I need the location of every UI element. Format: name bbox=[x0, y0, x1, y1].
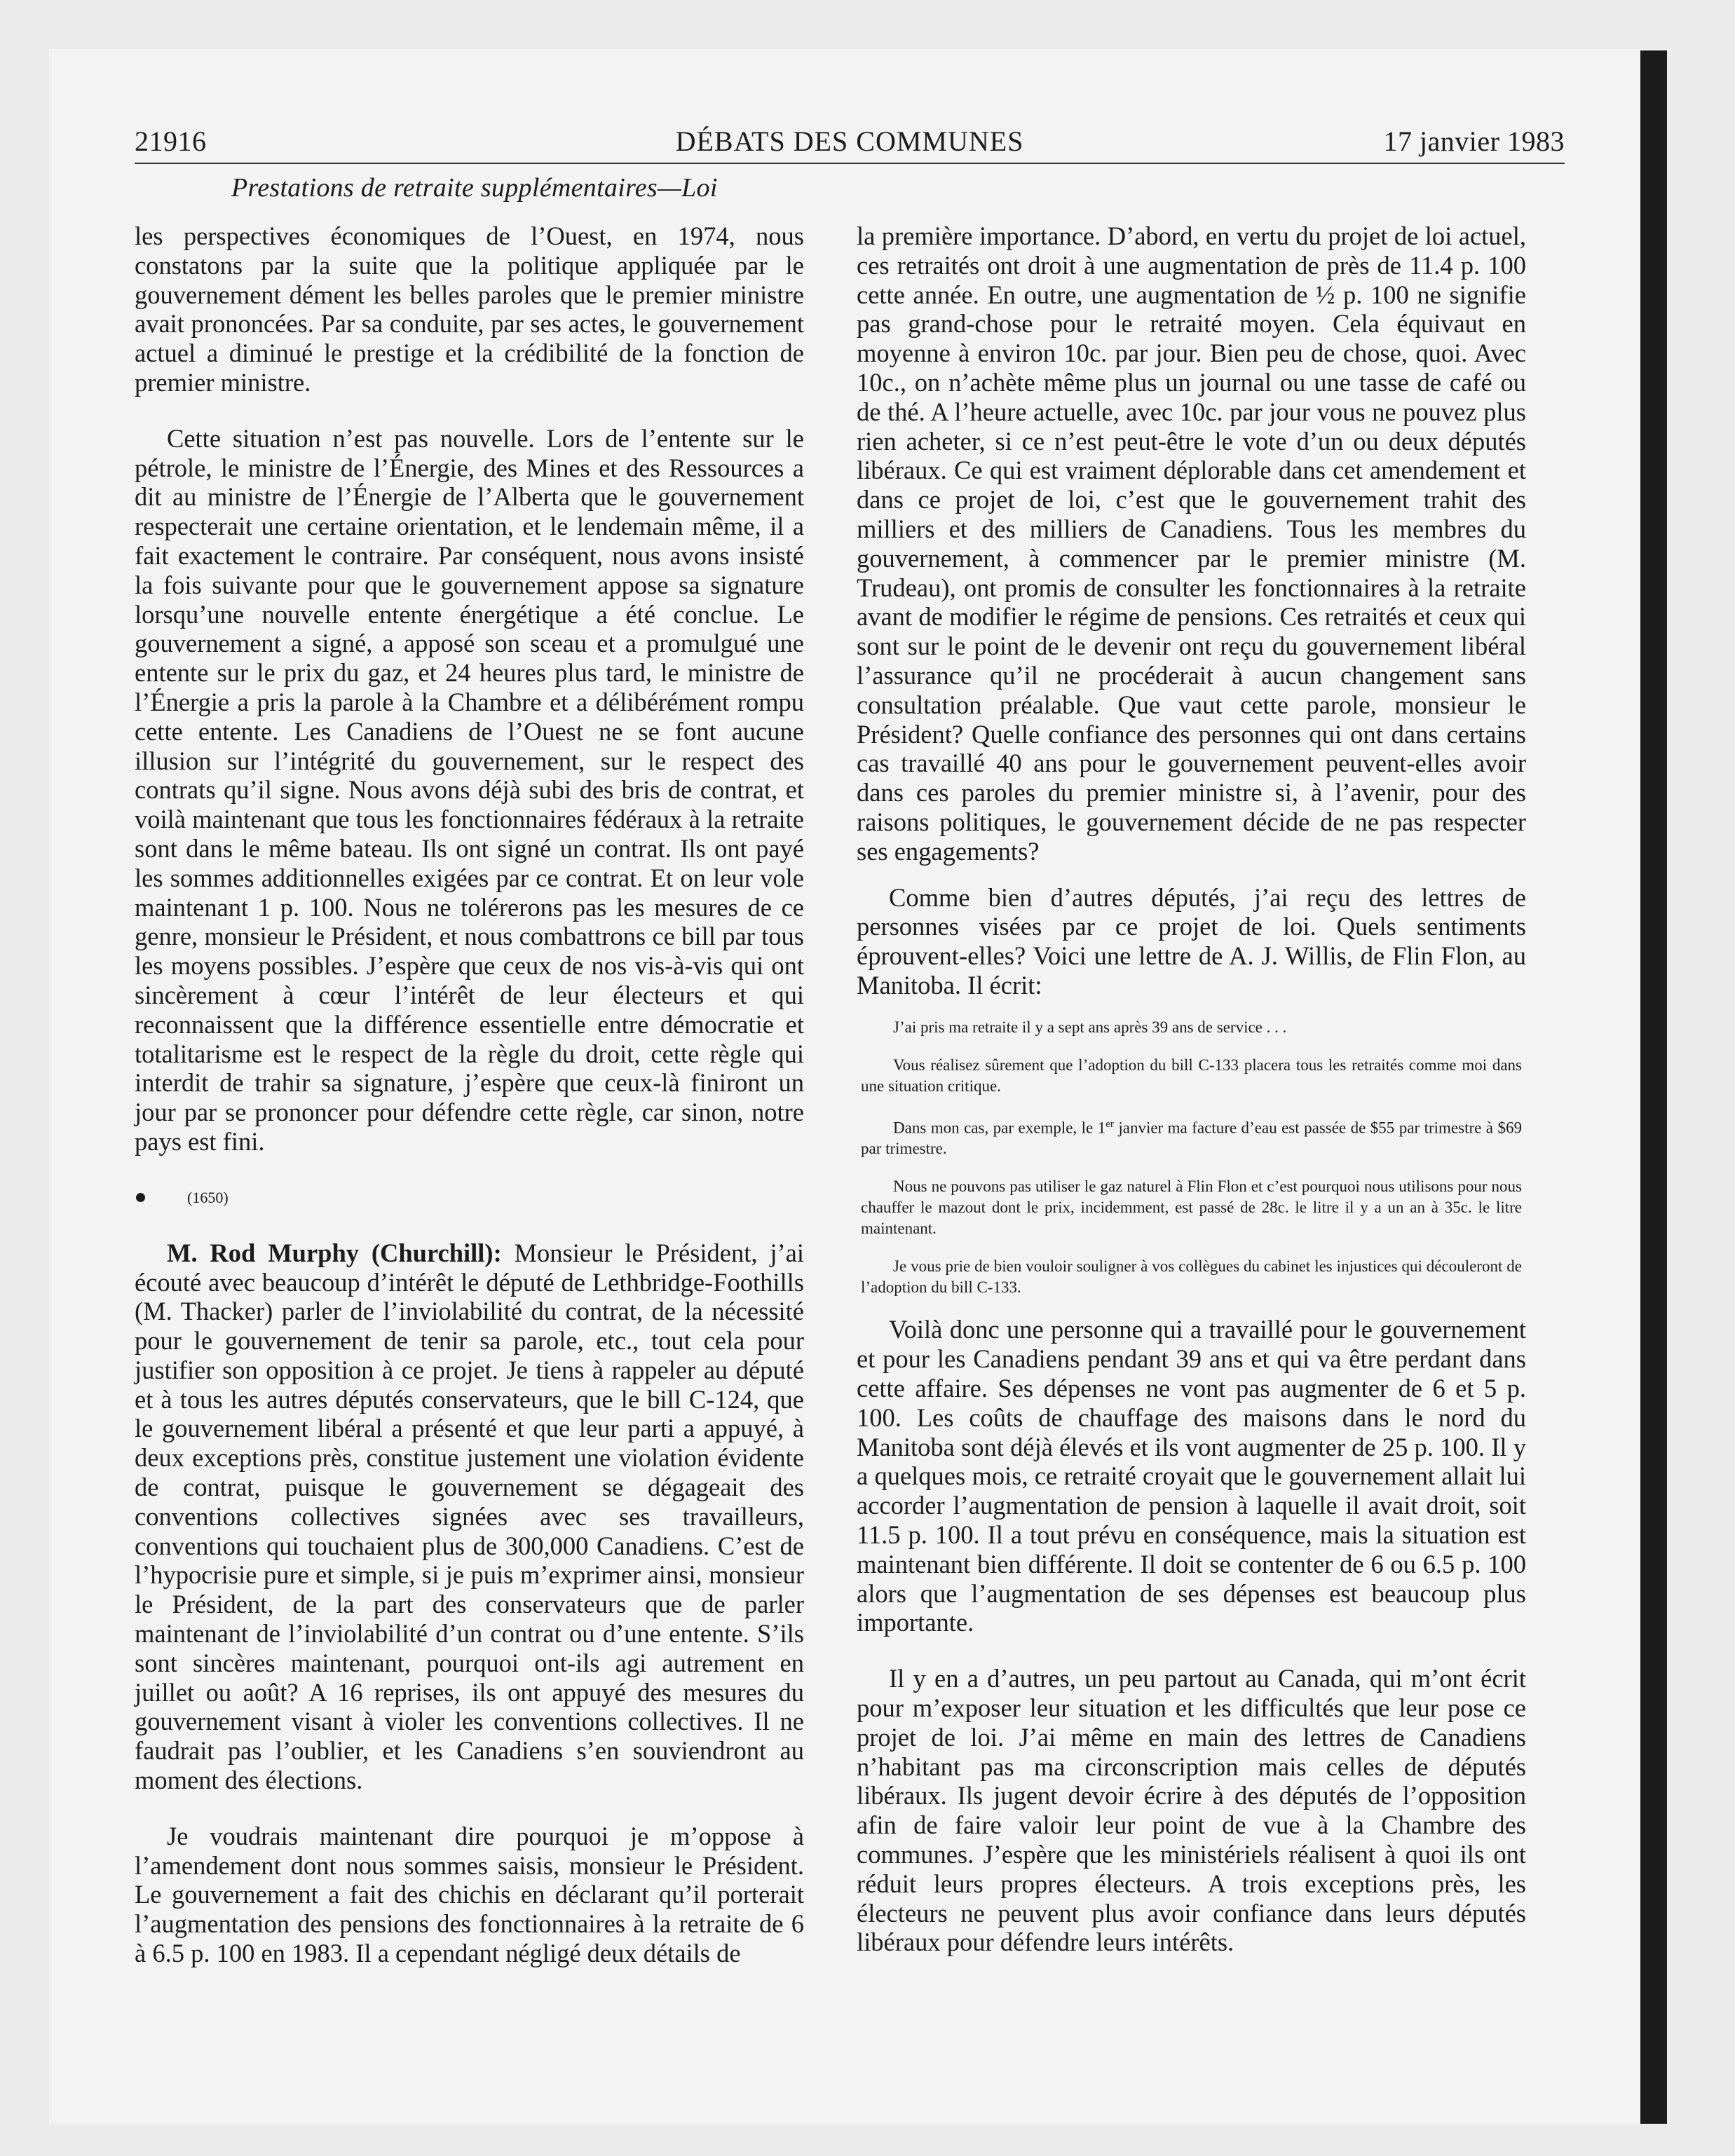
paragraph: Il y en a d’autres, un peu partout au Canada, qui m’ont écrit pour m’exposer leur situation et les difficultés que leur pose ce projet de loi. J’ai même en main des lettres de Canadiens n’habitant pas ma circonscription mais celles de députés libéraux. Ils jugent devoir écrire à des députés de l’opposition afin de faire valoir leur point de vue à la Chambre des communes. J’espère que les ministériels réalisent à quoi ils ont réduit leurs propres électeurs. A trois exceptions près, les électeurs ne peuvent plus avoir confiance dans leurs députés libéraux pour défendre leurs intérêts. bbox=[857, 1664, 1526, 1957]
paragraph: les perspectives économiques de l’Ouest, en 1974, nous constatons par la suite que la politique appliquée par le gouvernement dément les belles paroles que le premier ministre avait prononcées. Par sa conduite, par ses actes, le gouvernement actuel a diminué le prestige et la crédibilité de la fonction de premier ministre. bbox=[135, 221, 804, 397]
letter-quote bbox=[857, 1114, 1526, 1160]
time-marker bbox=[135, 1183, 804, 1212]
speaker-name: M. Rod Murphy (Churchill): bbox=[167, 1238, 502, 1267]
letter-quote: Vous réalisez sûrement que l’adoption du bill C-133 placera tous les retraités comme moi dans une situation critique. bbox=[861, 1056, 1522, 1095]
letter-quote: Je vous prie de bien vouloir souligner à vos collègues du cabinet les injustices qui découleront de l’adoption du bill C-133. bbox=[861, 1257, 1522, 1297]
bullet-icon bbox=[136, 1193, 145, 1202]
letter-quote: Nous ne pouvons pas utiliser le gaz naturel à Flin Flon et c’est pourquoi nous utilisons pour nous chauffer le mazout dont le prix, incidemment, est passé de 28c. le litre il y a un an à 35c. le litre maintenant. bbox=[861, 1178, 1522, 1238]
subject-heading: Prestations de retraite supplémentaires—Loi bbox=[231, 173, 718, 203]
paragraph: la première importance. D’abord, en vertu du projet de loi actuel, ces retraités ont droit à une augmentation de près de 11.4 p. 100 cette année. En outre, une augmentation de ½ p. 100 ne signifie pas grand-chose pour le retraité moyen. Cela équivaut en moyenne à environ 10c. par jour. Bien peu de chose, quoi. Avec 10c., on n’achète même plus un journal ou une tasse de café ou de thé. A l’heure actuelle, avec 10c. par jour vous ne pouvez plus rien acheter, si ce n’est peut-être le vote d’un ou deux députés libéraux. Ce qui est vraiment déplorable dans cet amendement et dans ce projet de loi, c’est que le gouvernement trahit des milliers et des milliers de Canadiens. Tous les membres du gouvernement, à commencer par le premier ministre (M. Trudeau), ont promis de consulter les fonctionnaires à la retraite avant de modifier le régime de pensions. Ces retraités et ceux qui sont sur le point de le devenir ont reçu du gouvernement libéral l’assurance qu’il ne procéderait à aucun changement sans consultation préalable. Que vaut cette parole, monsieur le Président? Quelle confiance des personnes qui ont dans certains cas travaillé 40 ans pour le gouvernement peuvent-elles avoir dans ces paroles du premier ministre si, à l’avenir, pour des raisons politiques, le gouvernement décide de ne pas respecter ses engagements? bbox=[857, 221, 1526, 866]
left-column bbox=[135, 221, 804, 1968]
paragraph: Je voudrais maintenant dire pourquoi je m’oppose à l’amendement dont nous sommes saisis, monsieur le Président. Le gouvernement a fait des chichis en déclarant qu’il porterait l’augmentation des pensions des fonctionnaires à la retraite de 6 à 6.5 p. 100 en 1983. Il a cependant négligé deux détails de bbox=[135, 1821, 804, 1968]
paragraph: Voilà donc une personne qui a travaillé pour le gouvernement et pour les Canadiens pendant 39 ans et qui va être perdant dans cette affaire. Ses dépenses ne vont pas augmenter de 6 et 5 p. 100. Les coûts de chauffage des maisons dans le nord du Manitoba sont déjà élevés et ils vont augmenter de 25 p. 100. Il y a quelques mois, ce retraité croyait que le gouvernement allait lui accorder l’augmentation de pension à laquelle il avait droit, soit 11.5 p. 100. Il a tout prévu en conséquence, mais la situation est maintenant bien différente. Il doit se contenter de 6 ou 6.5 p. 100 alors que l’augmentation de ses dépenses est beaucoup plus importante. bbox=[857, 1315, 1526, 1637]
paragraph: Cette situation n’est pas nouvelle. Lors de l’entente sur le pétrole, le ministre de l’Énergie, des Mines et des Ressources a dit au ministre de l’Énergie de l’Alberta que le gouvernement respecterait une certaine orientation, et le lendemain même, il a fait exactement le contraire. Par conséquent, nous avons insisté la fois suivante pour que le gouvernement appose sa signature lorsqu’une nouvelle entente énergétique a été conclue. Le gouvernement a signé, a apposé son sceau et a promulgué une entente sur le prix du gaz, et 24 heures plus tard, le ministre de l’Énergie a pris la parole à la Chambre et a délibérément rompu cette entente. Les Canadiens de l’Ouest ne se font aucune illusion sur l’intégrité du gouvernement, sur le respect des contrats qu’il signe. Nous avons déjà subi des bris de contrat, et voilà maintenant que tous les fonctionnaires fédéraux à la retraite sont dans le même bateau. Ils ont signé un contrat. Ils ont payé les sommes additionnelles exigées par ce contrat. Et on leur vole maintenant 1 p. 100. Nous ne tolérerons pas les mesures de ce genre, monsieur le Président, et nous combattrons ce bill par tous les moyens possibles. J’espère que ceux de nos vis-à-vis qui ont sincèrement à cœur l’intérêt de leur électeurs et qui reconnaissent que la différence essentielle entre démocratie et totalitarisme est le respect de la règle du droit, cette règle qui interdit de trahir sa signature, j’espère que ceux-là finiront un jour par se prononcer pour défendre cette règle, car sinon, notre pays est fini. bbox=[135, 423, 804, 1156]
page-header bbox=[135, 121, 1565, 163]
ordinal-suffix: er bbox=[1105, 1118, 1114, 1130]
header-rule bbox=[135, 163, 1565, 164]
quote-text: Dans mon cas, par exemple, le 1 bbox=[893, 1119, 1106, 1137]
letter-quote: J’ai pris ma retraite il y a sept ans après 39 ans de service . . . bbox=[893, 1018, 1287, 1036]
speech-paragraph bbox=[135, 1239, 804, 1795]
scan-edge-shadow bbox=[1640, 50, 1667, 2124]
publication-title: DÉBATS DES COMMUNES bbox=[675, 125, 1024, 157]
right-column bbox=[857, 221, 1526, 1957]
page-number: 21916 bbox=[135, 125, 207, 157]
paragraph: Comme bien d’autres députés, j’ai reçu des lettres de personnes visées par ce projet de loi. Quels sentiments éprouvent-elles? Voici une lettre de A. J. Willis, de Flin Flon, au Manitoba. Il écrit: bbox=[857, 882, 1526, 999]
time-marker-label: (1650) bbox=[187, 1188, 229, 1206]
issue-date: 17 janvier 1983 bbox=[1383, 125, 1565, 157]
speech-text: Monsieur le Président, j’ai écouté avec beaucoup d’intérêt le député de Lethbridge-Foothills (M. Thacker) parler de l’inviolabilité du contrat, de la nécessité pour le gouvernement de tenir sa parole, etc., tout cela pour justifier son opposition à ce projet. Je tiens à rappeler au député et à tous les autres députés conservateurs, que le bill C-124, que le gouvernement libéral a présenté et que leur parti a appuyé, à deux exceptions près, constitue justement une violation évidente de contrat, puisque le gouvernement se dégageait des conventions collectives signées avec ses travailleurs, conventions qui touchaient plus de 300,000 Canadiens. C’est de l’hypocrisie pure et simple, si je puis m’exprimer ainsi, monsieur le Président, de la part des conservateurs que de parler maintenant de l’inviolabilité d’un contrat ou d’une entente. S’ils sont sincères maintenant, pourquoi ont-ils agi autrement en juillet ou août? A 16 reprises, ils ont appuyé des mesures du gouvernement visant à violer les conventions collectives. Il ne faudrait pas l’oublier, et les Canadiens s’en souviendront au moment des élections. bbox=[135, 1238, 805, 1795]
quote-text: janvier ma facture d’eau est passée de $55 par trimestre à $69 par trimestre. bbox=[861, 1119, 1522, 1158]
